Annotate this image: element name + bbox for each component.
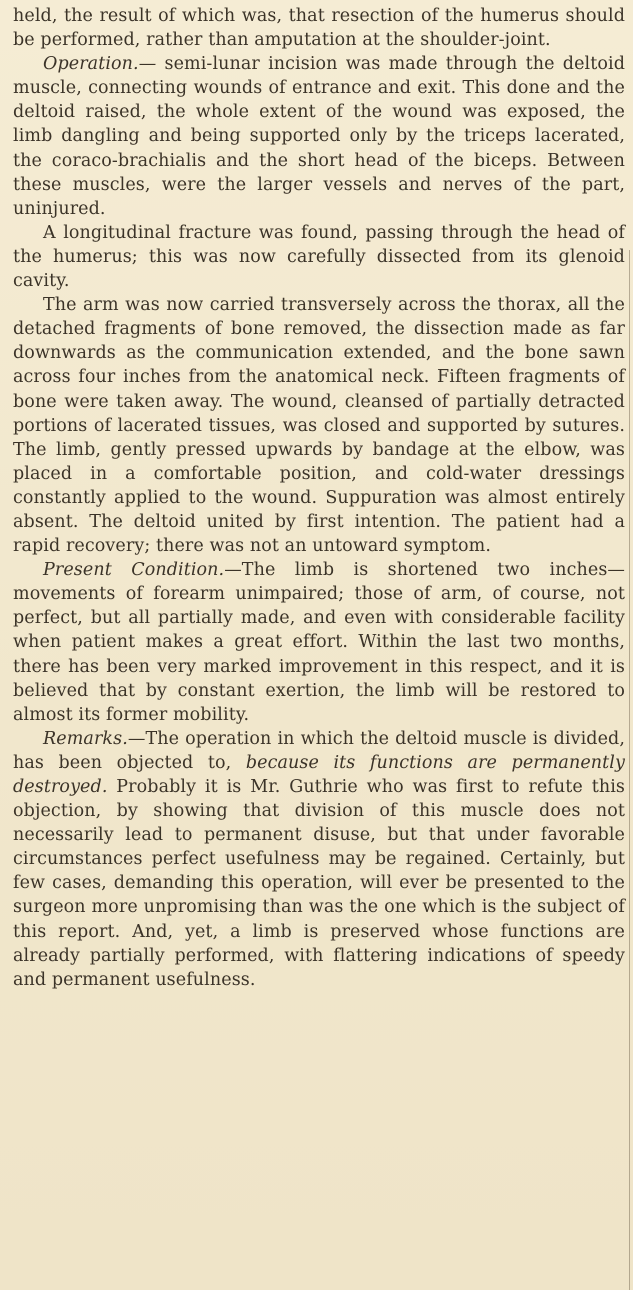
paragraph-present-condition <box>13 558 625 727</box>
paragraph-text: Probably it is Mr. Guthrie who was first to refute this objection, by showing that division of this muscle does not necessarily lead to permanent disuse, but that under favorable circumstances perfect usefulness may be regained. Certainly, but few cases, demanding this operation, will ever be presented to the surgeon more unpromising than was the one which is the subject of this report. And, yet, a limb is preserved whose functions are already partially performed, with flattering indications of speedy and permanent usefulness. <box>13 777 625 990</box>
paragraph-fracture <box>13 221 625 293</box>
paragraph-text: —The operation in which the deltoid muscle is divided, has been objected to, <box>13 728 625 773</box>
page-edge-rule <box>629 250 630 1290</box>
italic-emphasis: because its functions are permanently destroyed. <box>13 752 625 797</box>
paragraph-text: semi-lunar incision was made through the deltoid muscle, connecting wounds of entrance and exit. This done and the deltoid raised, the whole extent of the wound was exposed, the limb dangling and being supported only by the triceps lacerated, the coraco-brachialis and the short head of the biceps. Between these muscles, were the larger vessels and nerves of the part, uninjured. <box>13 54 625 219</box>
paragraph-text: —The limb is shortened two inches—movements of forearm unimpaired; those of arm, of course, not perfect, but all partially made, and even with considerable facility when patient makes a great effort. Within the last two months, there has been very marked improvement in this respect, and it is believed that by constant exertion, the limb will be restored to almost its former mobility. <box>13 560 625 725</box>
section-lead-operation: Operation.— <box>43 54 157 75</box>
paragraph-text: held, the result of which was, that resection of the humerus should be performed, rather than amputation at the shoulder-joint. <box>13 6 625 51</box>
paragraph-remarks <box>13 727 625 992</box>
paragraph-text: The arm was now carried transversely across the thorax, all the detached fragments of bone removed, the dissection made as far downwards as the communication extended, and the bone sawn across four inches from the anatomical neck. Fifteen fragments of bone were taken away. The wound, cleansed of partially detracted portions of lacerated tissues, was closed and supported by sutures. The limb, gently pressed upwards by bandage at the elbow, was placed in a comfortable position, and cold-water dressings constantly applied to the wound. Suppuration was almost entirely absent. The deltoid united by first intention. The patient had a rapid recovery; there was not an untoward symptom. <box>13 295 625 557</box>
paragraph-procedure <box>13 293 625 558</box>
section-lead-present-condition: Present Condition. <box>43 560 225 581</box>
paragraph-operation <box>13 52 625 221</box>
section-lead-remarks: Remarks. <box>43 728 128 749</box>
article-body <box>13 4 625 992</box>
paragraph-continuation <box>13 4 625 52</box>
paragraph-text: A longitudinal fracture was found, passing through the head of the humerus; this was now carefully dissected from its glenoid cavity. <box>13 222 625 292</box>
